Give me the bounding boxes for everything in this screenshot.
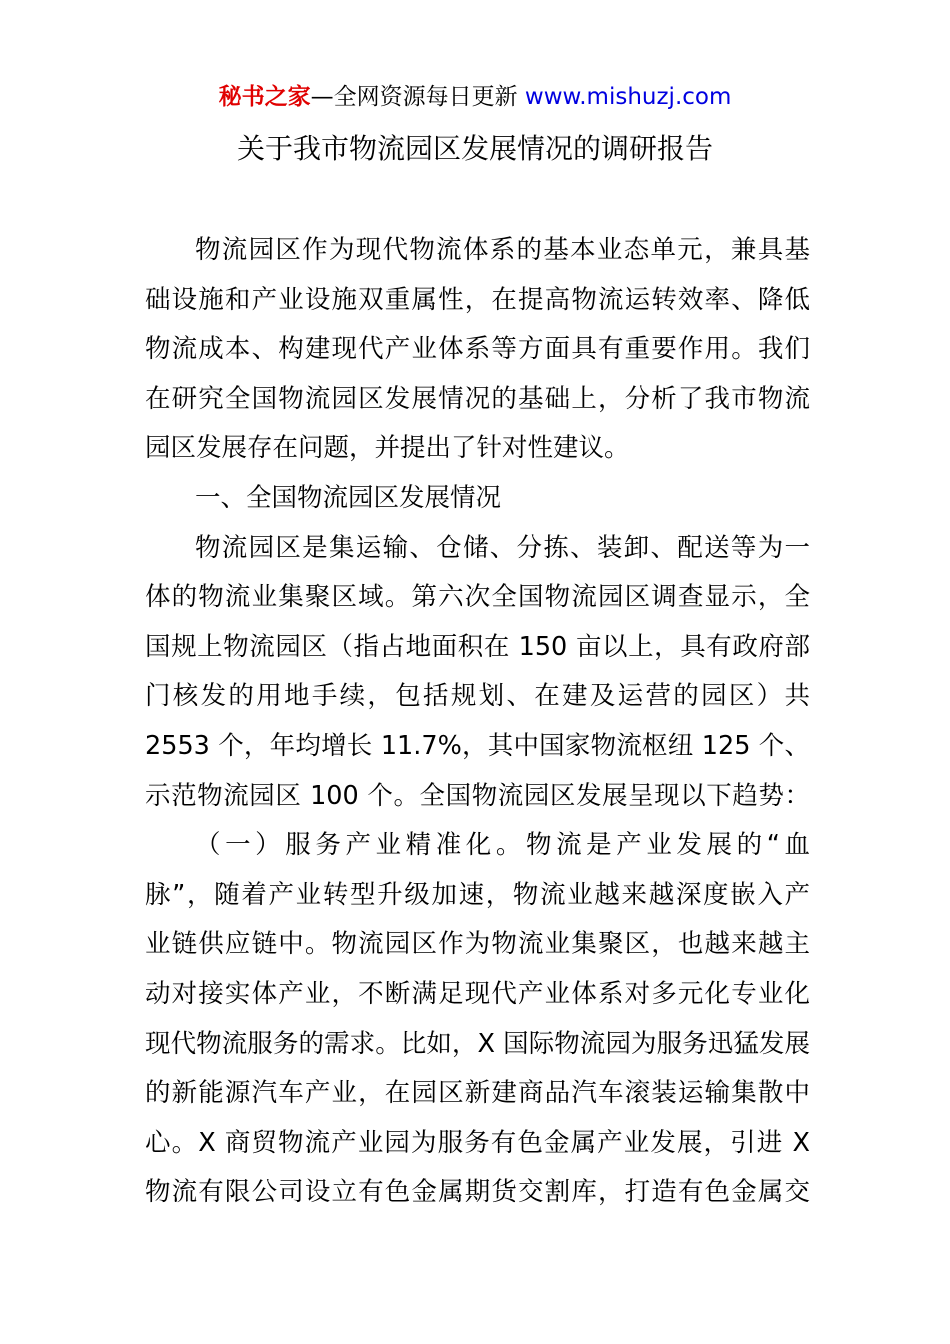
text-line: 示范物流园区 100 个。全国物流园区发展呈现以下趋势： — [145, 780, 810, 811]
subsection-heading-line: （一）服务产业精准化。物流是产业发展的“血 — [195, 830, 810, 861]
brand-name: 秘书之家 — [218, 84, 311, 110]
text-line: 物流园区作为现代物流体系的基本业态单元，兼具基 — [195, 235, 810, 265]
site-url-link[interactable]: www.mishuzj.com — [524, 84, 732, 110]
site-header — [0, 82, 950, 112]
text-line: 动对接实体产业，不断满足现代产业体系对多元化专业化 — [145, 978, 810, 1009]
header-slogan: —全网资源每日更新 — [310, 84, 525, 110]
text-line: 门核发的用地手续，包括规划、在建及运营的园区）共 — [145, 681, 810, 712]
text-line: 体的物流业集聚区域。第六次全国物流园区调查显示，全 — [145, 582, 810, 613]
text-line: 心。X 商贸物流产业园为服务有色金属产业发展，引进 X — [145, 1127, 810, 1158]
document-body — [145, 226, 810, 1218]
text-line: 础设施和产业设施双重属性，在提高物流运转效率、降低 — [145, 284, 810, 315]
text-line: 的新能源汽车产业，在园区新建商品汽车滚装运输集散中 — [145, 1078, 810, 1109]
text-line: 物流成本、构建现代产业体系等方面具有重要作用。我们 — [145, 334, 810, 365]
text-line: 物流园区是集运输、仓储、分拣、装卸、配送等为一 — [195, 532, 810, 563]
text-line: 园区发展存在问题，并提出了针对性建议。 — [145, 433, 630, 464]
text-line: 国规上物流园区（指占地面积在 150 亩以上，具有政府部 — [145, 631, 810, 662]
document-title: 关于我市物流园区发展情况的调研报告 — [236, 132, 713, 165]
text-line: 现代物流服务的需求。比如，X 国际物流园为服务迅猛发展 — [145, 1028, 810, 1059]
text-line: 在研究全国物流园区发展情况的基础上，分析了我市物流 — [145, 383, 810, 414]
text-line: 业链供应链中。物流园区作为物流业集聚区，也越来越主 — [145, 929, 810, 960]
text-line: 脉”，随着产业转型升级加速，物流业越来越深度嵌入产 — [145, 879, 810, 910]
section-heading: 一、全国物流园区发展情况 — [195, 482, 502, 513]
text-line: 物流有限公司设立有色金属期货交割库，打造有色金属交 — [145, 1177, 810, 1208]
text-line: 2553 个，年均增长 11.7%，其中国家物流枢纽 125 个、 — [145, 730, 810, 761]
